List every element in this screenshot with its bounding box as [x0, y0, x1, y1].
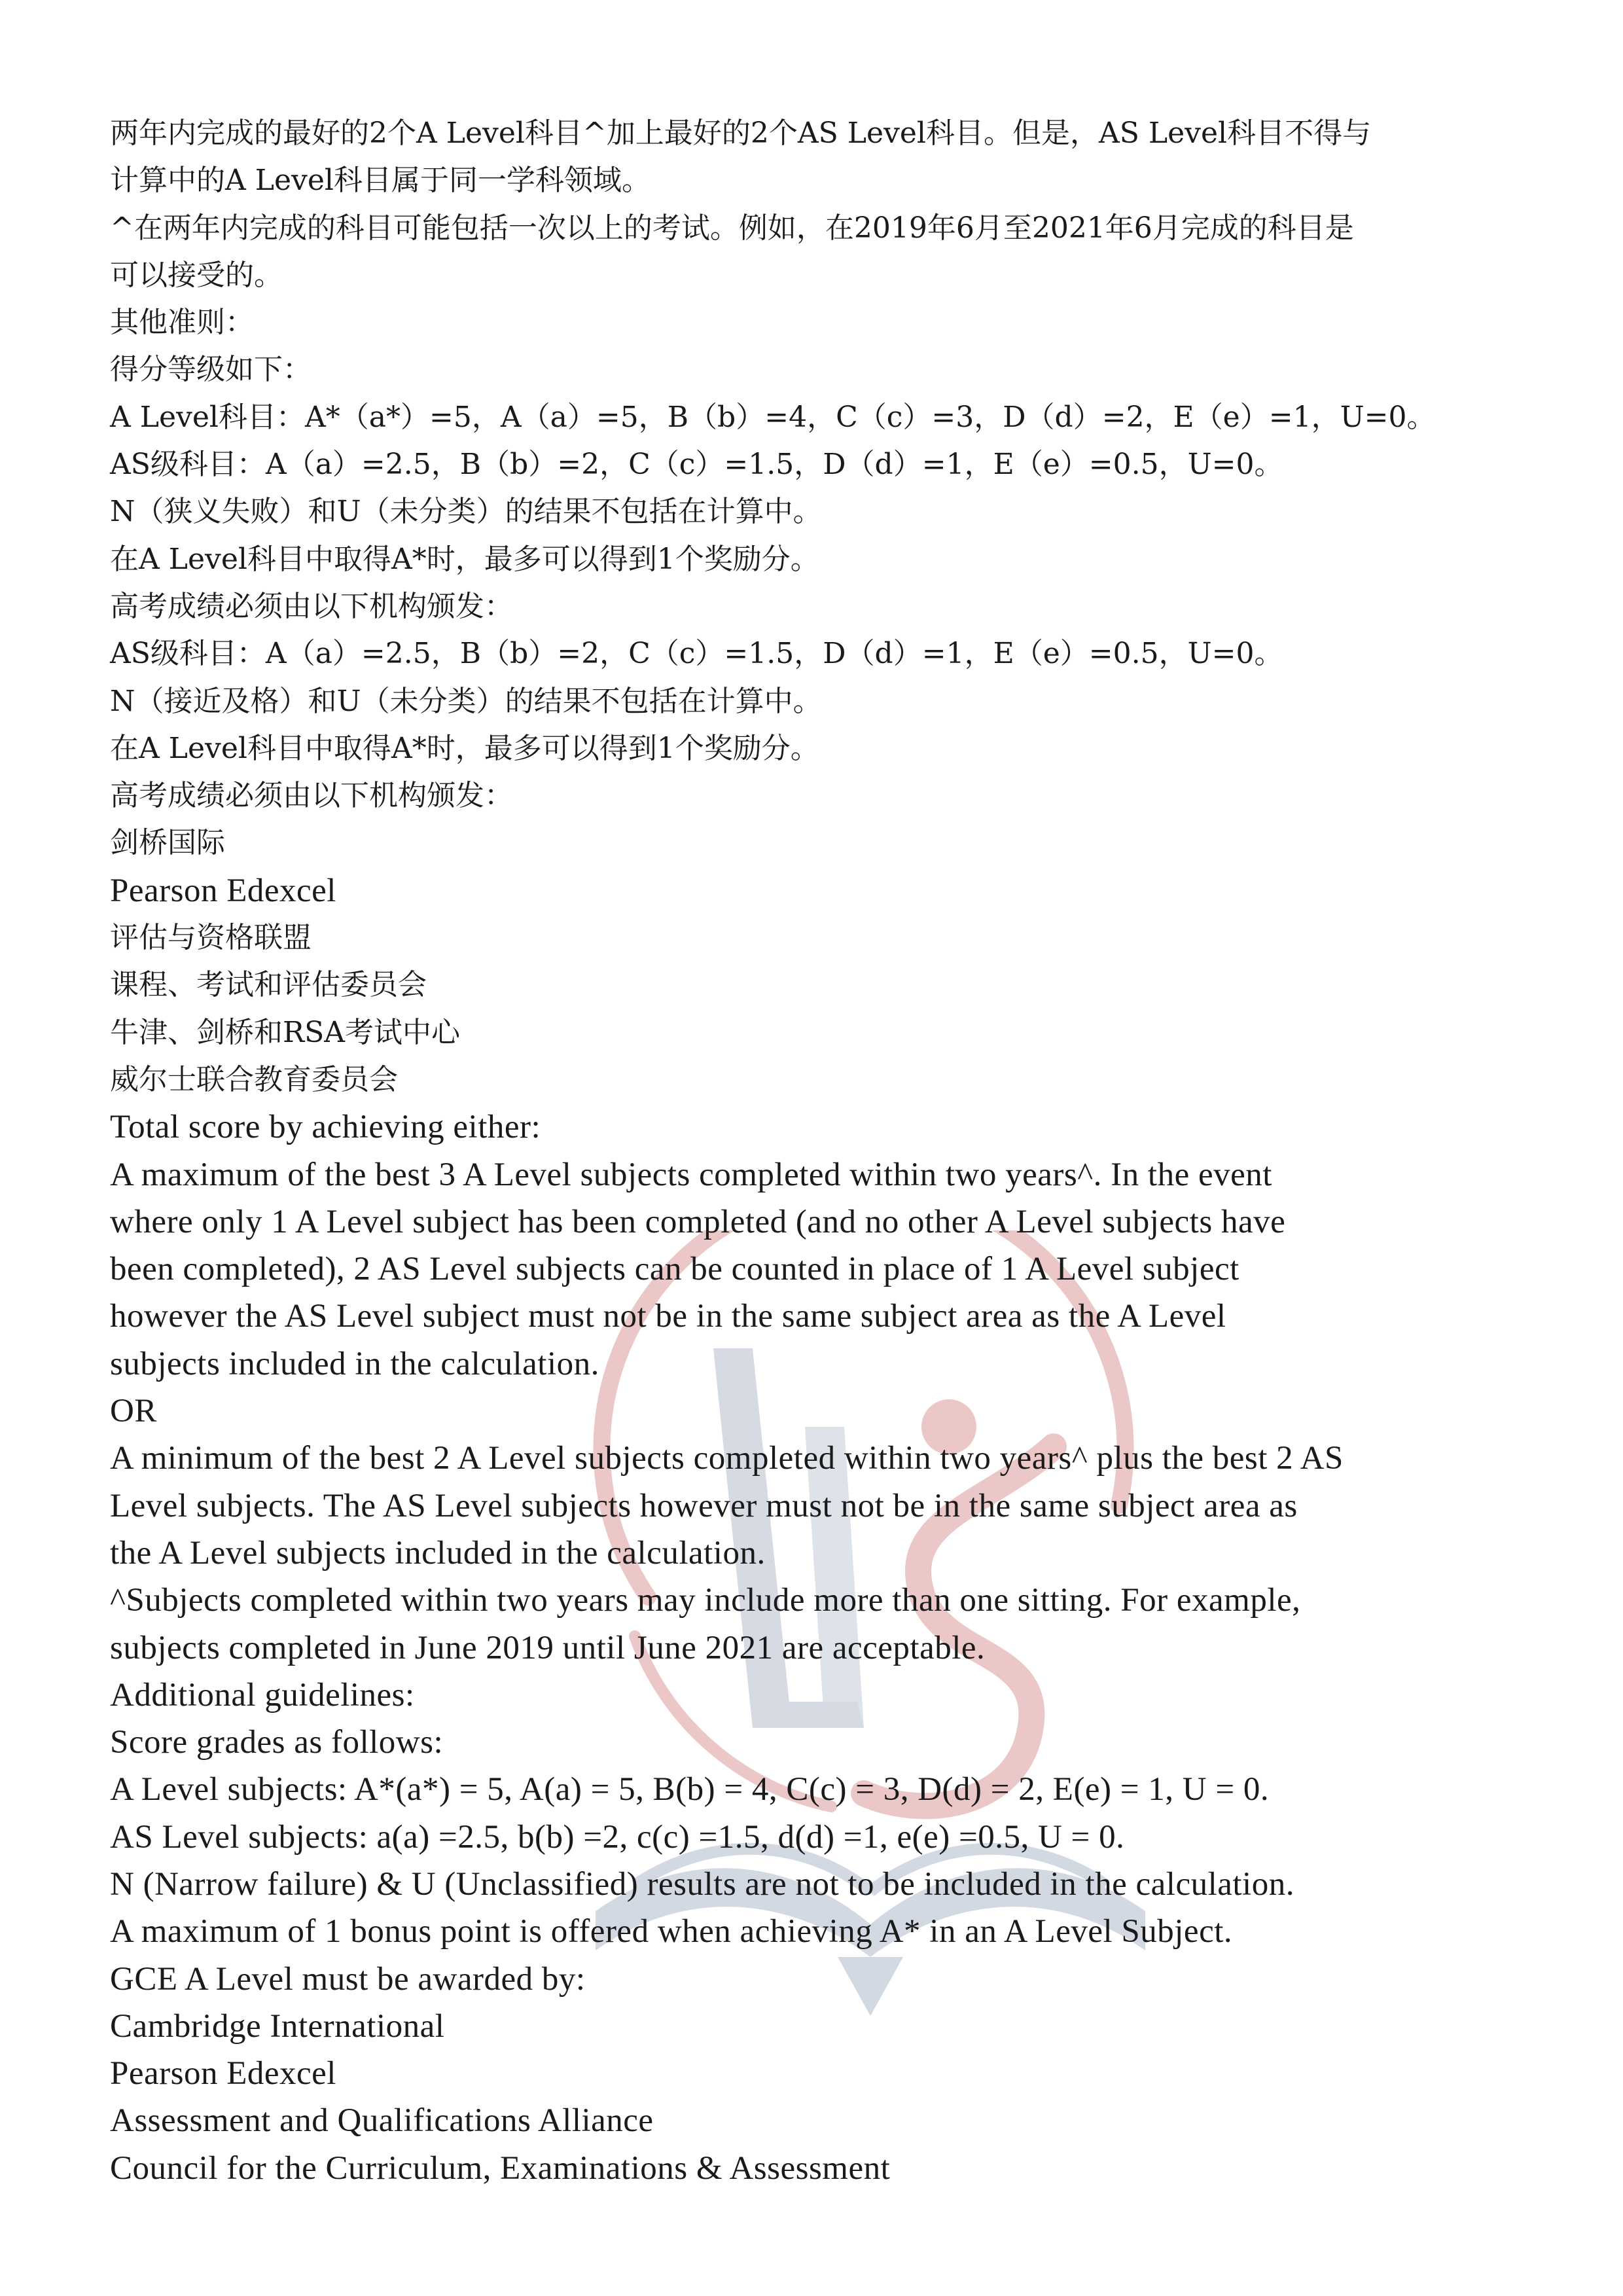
text-line: 其他准则：: [110, 306, 254, 340]
text-line: AS级科目：A（a）=2.5，B（b）=2，C（c）=1.5，D（d）=1，E（e）=0.5，U=0。: [110, 637, 1283, 671]
text-line: Pearson Edexcel: [110, 2055, 336, 2092]
text-line: AS级科目：A（a）=2.5，B（b）=2，C（c）=1.5，D（d）=1，E（e）=0.5，U=0。: [110, 448, 1283, 482]
text-line: A Level科目：A*（a*）=5，A（a）=5，B（b）=4，C（c）=3，D（d）=2，E（e）=1，U=0。: [110, 400, 1436, 434]
text-line: 在A Level科目中取得A*时，最多可以得到1个奖励分。: [110, 731, 819, 765]
text-line: 牛津、剑桥和RSA考试中心: [110, 1015, 461, 1049]
text-line: 得分等级如下：: [110, 353, 312, 387]
text-line: ^在两年内完成的科目可能包括一次以上的考试。例如，在2019年6月至2021年6月完成的科目是: [110, 211, 1354, 245]
text-line: A maximum of the best 3 A Level subjects completed within two years^. In the event: [110, 1156, 1272, 1193]
text-line: 计算中的A Level科目属于同一学科领域。: [110, 164, 651, 198]
text-line: Level subjects. The AS Level subjects however must not be in the same subject area as: [110, 1487, 1298, 1524]
text-line: 评估与资格联盟: [110, 921, 312, 955]
text-line: the A Level subjects included in the calculation.: [110, 1534, 766, 1571]
text-line: 课程、考试和评估委员会: [110, 968, 427, 1002]
document-body: [110, 110, 1537, 2192]
text-line: Council for the Curriculum, Examinations & Assessment: [110, 2149, 891, 2187]
text-line: Score grades as follows:: [110, 1724, 444, 1761]
text-line: where only 1 A Level subject has been completed (and no other A Level subjects have: [110, 1203, 1286, 1240]
text-line: 在A Level科目中取得A*时，最多可以得到1个奖励分。: [110, 542, 819, 576]
text-line: A maximum of 1 bonus point is offered when achieving A* in an A Level Subject.: [110, 1913, 1233, 1950]
text-line: AS Level subjects: a(a) =2.5, b(b) =2, c(c) =1.5, d(d) =1, e(e) =0.5, U = 0.: [110, 1818, 1125, 1856]
text-line: Cambridge International: [110, 2007, 445, 2045]
text-line: 威尔士联合教育委员会: [110, 1062, 398, 1096]
text-line: Assessment and Qualifications Alliance: [110, 2102, 654, 2140]
text-line: Pearson Edexcel: [110, 872, 336, 909]
text-line: 可以接受的。: [110, 258, 283, 292]
text-line: 两年内完成的最好的2个A Level科目^加上最好的2个AS Level科目。但是，AS Level科目不得与: [110, 117, 1372, 150]
text-line: A Level subjects: A*(a*) = 5, A(a) = 5, B(b) = 4, C(c) = 3, D(d) = 2, E(e) = 1, U = 0.: [110, 1771, 1270, 1808]
text-line: A minimum of the best 2 A Level subjects completed within two years^ plus the best 2 AS: [110, 1440, 1344, 1477]
text-line: N (Narrow failure) & U (Unclassified) results are not to be included in the calculation.: [110, 1865, 1294, 1903]
text-line: 高考成绩必须由以下机构颁发：: [110, 589, 513, 623]
text-line: ^Subjects completed within two years may include more than one sitting. For example,: [110, 1582, 1301, 1619]
text-line: subjects completed in June 2019 until June 2021 are acceptable.: [110, 1629, 986, 1666]
text-line: been completed), 2 AS Level subjects can be counted in place of 1 A Level subject: [110, 1251, 1240, 1288]
text-line: 高考成绩必须由以下机构颁发：: [110, 779, 513, 813]
text-line: subjects included in the calculation.: [110, 1345, 599, 1382]
text-line: 剑桥国际: [110, 826, 225, 860]
text-line: GCE A Level must be awarded by:: [110, 1960, 586, 1998]
text-line: N（接近及格）和U（未分类）的结果不包括在计算中。: [110, 684, 822, 718]
text-line: however the AS Level subject must not be in the same subject area as the A Level: [110, 1298, 1226, 1335]
text-line: Total score by achieving either:: [110, 1109, 541, 1146]
text-line: OR: [110, 1393, 157, 1430]
text-line: N（狭义失败）和U（未分类）的结果不包括在计算中。: [110, 495, 822, 529]
text-line: Additional guidelines:: [110, 1676, 415, 1713]
